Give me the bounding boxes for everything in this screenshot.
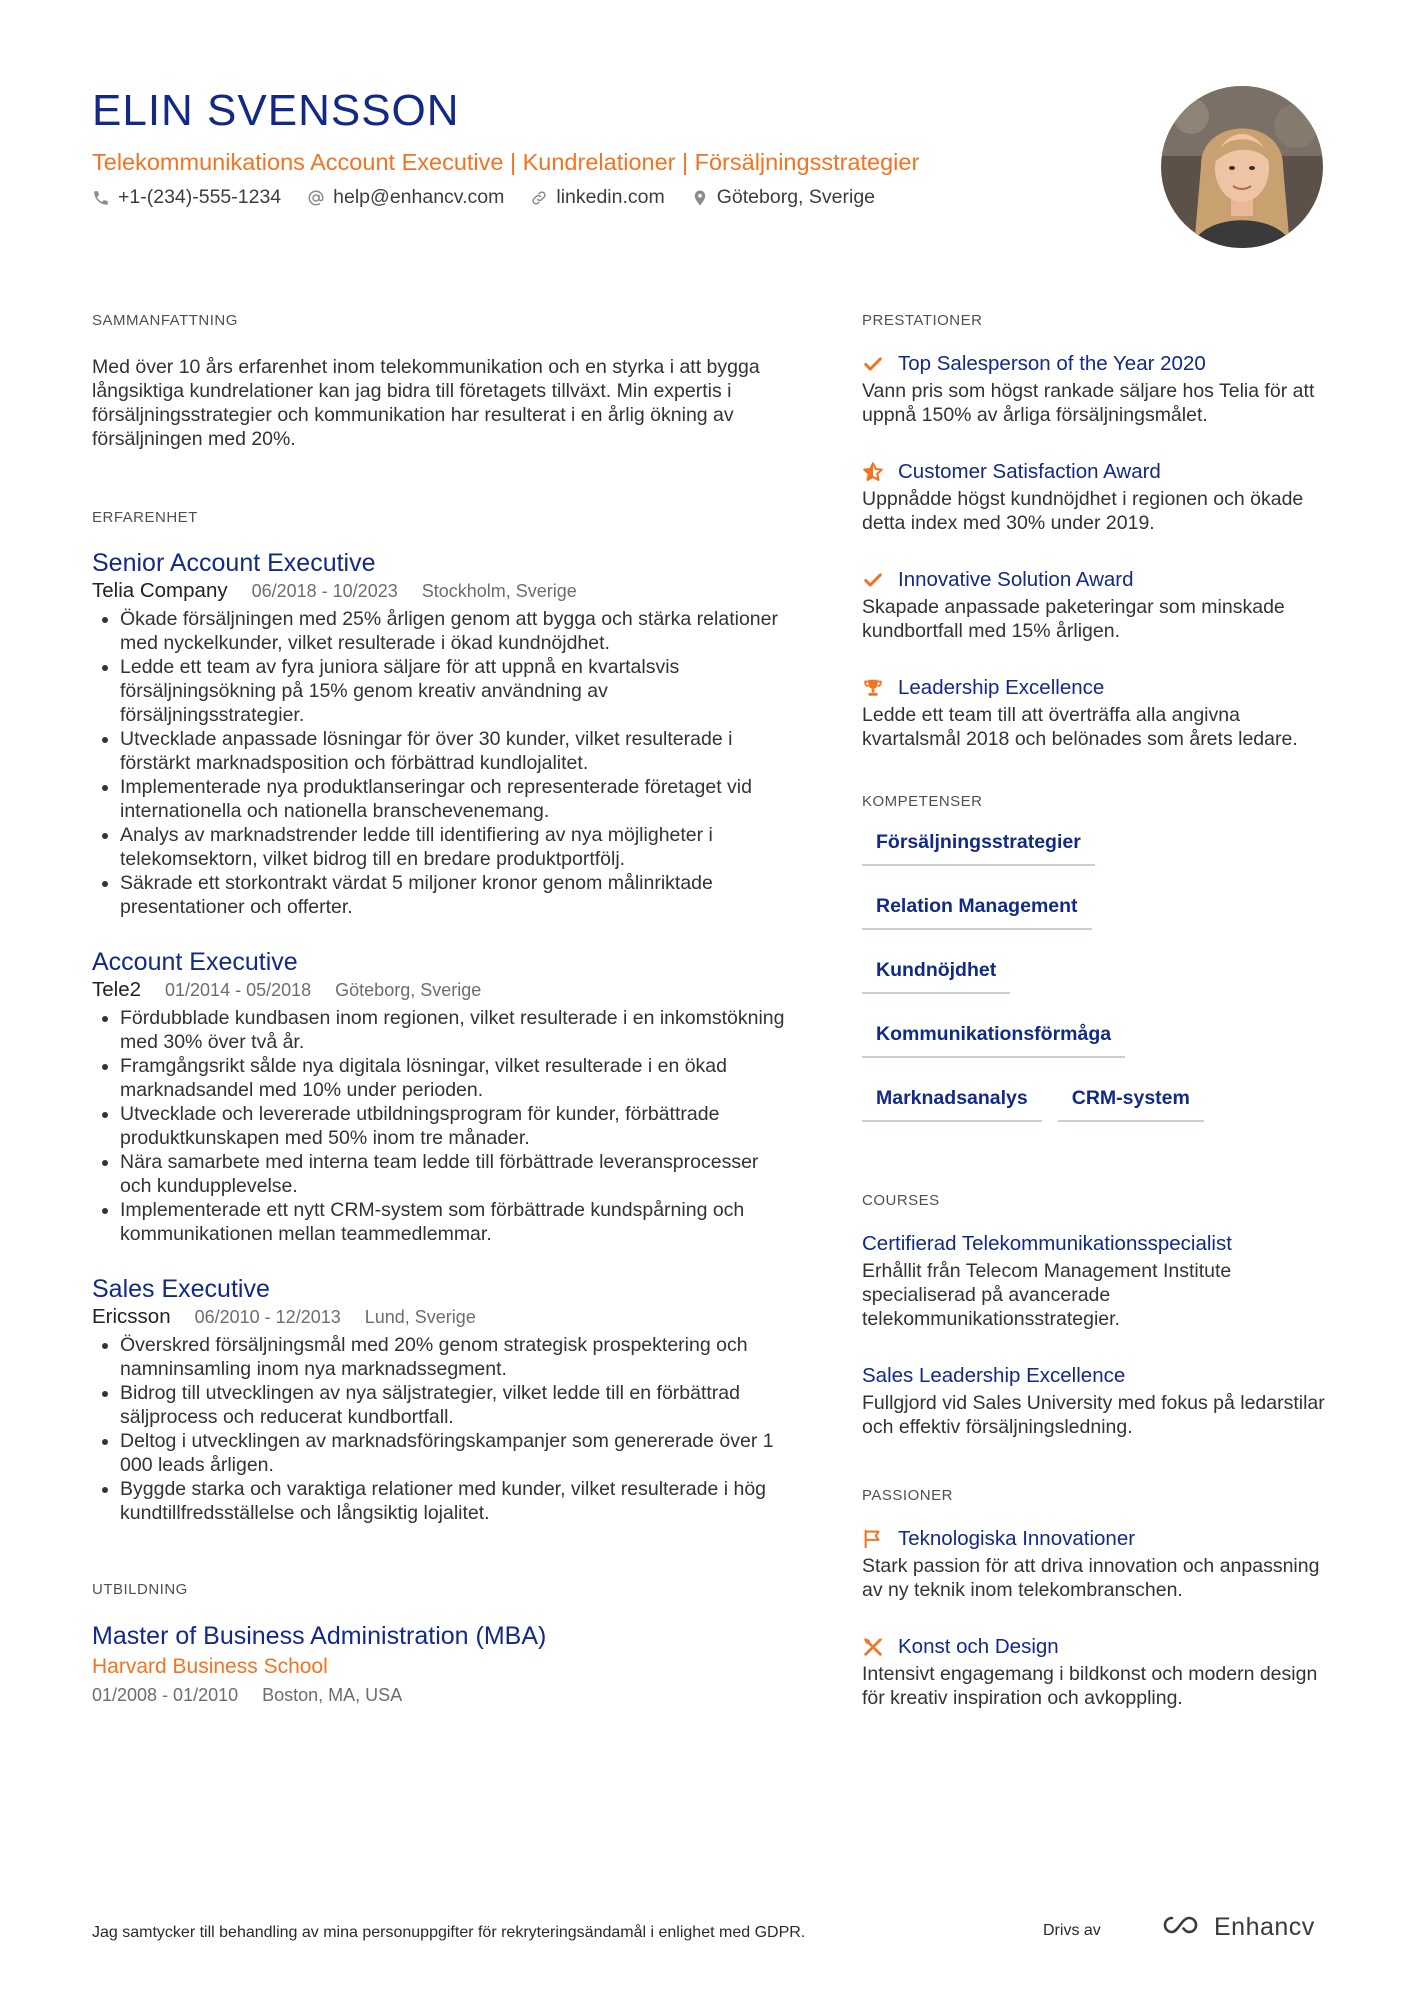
course-item [862, 1361, 1328, 1439]
achievement-title: Customer Satisfaction Award [898, 460, 1161, 483]
job-bullet: • Analys av marknadstrender ledde till identifiering av nya möjligheter i telekomsektorn, vilket bidrog till en bredare produktportfölj. [120, 823, 792, 871]
star-icon [862, 461, 884, 483]
education-heading: UTBILDNING [92, 1581, 188, 1598]
achievement-title: Leadership Excellence [898, 676, 1105, 699]
education-location: Boston, MA, USA [262, 1685, 403, 1705]
education-meta [92, 1682, 792, 1708]
job-title: Account Executive [92, 948, 298, 976]
enhancv-logo[interactable] [1160, 1912, 1315, 1943]
summary-heading: SAMMANFATTNING [92, 312, 238, 329]
check-icon [862, 569, 884, 591]
phone-text: +1-(234)-555-1234 [118, 186, 282, 208]
achievement-text: Skapade anpassade paketeringar som minskade kundbortfall med 15% årligen. [862, 596, 1285, 642]
design-tools-icon [862, 1636, 884, 1658]
check-icon [862, 353, 884, 375]
job-location: Göteborg, Sverige [335, 980, 482, 1000]
job-company: Telia Company [92, 579, 228, 602]
passion-item [862, 1524, 1328, 1602]
job-meta [92, 578, 792, 604]
skill-tag: Försäljningsstrategier [862, 822, 1095, 866]
job-entry [92, 548, 792, 919]
job-bullet: • Deltog i utvecklingen av marknadsföringskampanjer som genererade över 1 000 leads årligen. [120, 1429, 792, 1477]
infinity-logo-icon [1160, 1912, 1206, 1943]
passion-item [862, 1632, 1328, 1710]
tagline: Telekommunikations Account Executive | Kundrelationer | Försäljningsstrategier [92, 149, 920, 175]
passion-text: Intensivt engagemang i bildkonst och modern design för kreativ inspiration och avkoppling. [862, 1663, 1318, 1709]
link-icon [530, 189, 548, 207]
contact-phone[interactable] [92, 186, 281, 209]
job-bullet: • Ökade försäljningen med 25% årligen genom att bygga och stärka relationer med nyckelkunder, vilket resulterade i ökad kundnöjdhet. [120, 607, 792, 655]
logo-text: Enhancv [1214, 1913, 1315, 1941]
job-company: Ericsson [92, 1305, 171, 1328]
job-bullet: • Ledde ett team av fyra juniora säljare för att uppnå en kvartalsvis försäljningsökning på 15% genom kreativ användning av försäljningsstrategier. [120, 655, 792, 727]
flag-icon [862, 1528, 884, 1550]
left-column [92, 312, 792, 1708]
job-company: Tele2 [92, 978, 142, 1001]
experience-heading: ERFARENHET [92, 509, 198, 526]
passion-text: Stark passion för att driva innovation och anpassning av ny teknik inom telekombranschen. [862, 1555, 1320, 1601]
linkedin-text: linkedin.com [556, 186, 665, 208]
achievement-text: Ledde ett team till att överträffa alla angivna kvartalsmål 2018 och belönades som årets ledare. [862, 704, 1298, 750]
education-section [92, 1581, 792, 1708]
job-dates: 06/2010 - 12/2013 [194, 1307, 341, 1327]
skills-heading: KOMPETENSER [862, 793, 983, 810]
at-icon [307, 189, 325, 207]
gdpr-consent: Jag samtycker till behandling av mina personuppgifter för rekryteringsändamål i enlighet med GDPR. [92, 1924, 806, 1941]
job-entry [92, 1274, 792, 1525]
achievement-item [862, 673, 1328, 751]
summary-section [92, 312, 792, 451]
job-bullet: • Byggde starka och varaktiga relationer med kunder, vilket resulterade i hög kundtillfredsställelse och långsiktig lojalitet. [120, 1477, 792, 1525]
passion-title: Teknologiska Innovationer [898, 1527, 1136, 1550]
passions-heading: PASSIONER [862, 1487, 953, 1504]
location-text: Göteborg, Sverige [716, 186, 876, 208]
job-meta [92, 977, 792, 1003]
achievements-section [862, 312, 1328, 751]
job-entry [92, 947, 792, 1246]
achievement-title: Innovative Solution Award [898, 568, 1134, 591]
experience-section [92, 509, 792, 1525]
contact-bar [92, 186, 901, 209]
courses-section [862, 1192, 1328, 1439]
job-bullets [92, 607, 792, 919]
summary-text: Med över 10 års erfarenhet inom telekommunikation och en styrka i att bygga långsiktiga kundrelationer kan jag bidra till företagets tillväxt. Min expertis i försäljningsstrategier och kommunikation har resulterat i en årlig ökning av försäljningen med 20%. [92, 356, 760, 450]
job-bullet: • Överskred försäljningsmål med 20% genom strategisk prospektering och namninsamling inom nya marknadssegment. [120, 1333, 792, 1381]
course-title: Sales Leadership Excellence [862, 1364, 1126, 1387]
skills-section [862, 793, 1328, 1142]
email-text: help@enhancv.com [333, 186, 505, 208]
skill-tag: Relation Management [862, 886, 1092, 930]
courses-heading: COURSES [862, 1192, 940, 1209]
job-location: Stockholm, Sverige [421, 581, 577, 601]
contact-location [691, 186, 875, 209]
job-bullet: • Implementerade nya produktlanseringar och representerade företaget vid internationella och nationella branschevenemang. [120, 775, 792, 823]
skill-tag: Kundnöjdhet [862, 950, 1010, 994]
candidate-name: ELIN SVENSSON [92, 86, 460, 135]
skill-tag: Marknadsanalys [862, 1078, 1042, 1122]
achievement-text: Uppnådde högst kundnöjdhet i regionen och ökade detta index med 30% under 2019. [862, 488, 1304, 534]
achievements-heading: PRESTATIONER [862, 312, 983, 329]
achievement-text: Vann pris som högst rankade säljare hos Telia för att uppnå 150% av årliga försäljningsmålet. [862, 380, 1315, 426]
right-column [862, 312, 1328, 1740]
achievement-title: Top Salesperson of the Year 2020 [898, 352, 1206, 375]
job-bullet: • Framgångsrikt sålde nya digitala lösningar, vilket resulterade i en ökad marknadsandel med 10% under perioden. [120, 1054, 792, 1102]
job-bullet: • Implementerade ett nytt CRM-system som förbättrade kundspårning och kommunikationen mellan teammedlemmar. [120, 1198, 792, 1246]
passions-section [862, 1487, 1328, 1710]
job-bullet: • Säkrade ett storkontrakt värdat 5 miljoner kronor genom målinriktade presentationer och offerter. [120, 871, 792, 919]
education-dates: 01/2008 - 01/2010 [92, 1685, 239, 1705]
job-bullets [92, 1333, 792, 1525]
achievement-item [862, 565, 1328, 643]
job-location: Lund, Sverige [364, 1307, 476, 1327]
job-dates: 06/2018 - 10/2023 [251, 581, 398, 601]
course-item [862, 1229, 1328, 1331]
job-bullet: • Utvecklade och levererade utbildningsprogram för kunder, förbättrade produktkunskapen med 50% inom tre månader. [120, 1102, 792, 1150]
skills-list [862, 822, 1322, 1142]
achievement-item [862, 457, 1328, 535]
job-bullet: • Nära samarbete med interna team ledde till förbättrade leveransprocesser och kundupplevelse. [120, 1150, 792, 1198]
job-title: Senior Account Executive [92, 549, 376, 577]
education-school: Harvard Business School [92, 1655, 328, 1678]
phone-icon [92, 189, 110, 207]
location-pin-icon [691, 189, 709, 207]
course-text: Fullgjord vid Sales University med fokus på ledarstilar och effektiv försäljningsledning. [862, 1392, 1325, 1438]
contact-linkedin[interactable] [530, 186, 664, 209]
course-title: Certifierad Telekommunikationsspecialist [862, 1232, 1232, 1255]
job-bullet: • Bidrog till utvecklingen av nya säljstrategier, vilket ledde till en förbättrad säljprocess och reducerat kundbortfall. [120, 1381, 792, 1429]
passion-title: Konst och Design [898, 1635, 1059, 1658]
profile-photo [1161, 86, 1323, 248]
achievement-item [862, 349, 1328, 427]
education-degree: Master of Business Administration (MBA) [92, 1622, 547, 1650]
contact-email[interactable] [307, 186, 504, 209]
course-text: Erhållit från Telecom Management Institute specialiserad på avancerade telekommunikationsstrategier. [862, 1260, 1232, 1330]
job-dates: 01/2014 - 05/2018 [165, 980, 312, 1000]
job-bullet: • Utvecklade anpassade lösningar för över 30 kunder, vilket resulterade i förstärkt marknadsposition och förbättrad kundlojalitet. [120, 727, 792, 775]
job-bullet: • Fördubblade kundbasen inom regionen, vilket resulterade i en inkomstökning med 30% över två år. [120, 1006, 792, 1054]
skill-tag: CRM-system [1058, 1078, 1204, 1122]
skill-tag: Kommunikationsförmåga [862, 1014, 1125, 1058]
trophy-icon [862, 677, 884, 699]
job-bullets [92, 1006, 792, 1246]
job-meta [92, 1304, 792, 1330]
powered-by-label: Drivs av [1043, 1922, 1101, 1939]
job-title: Sales Executive [92, 1275, 270, 1303]
